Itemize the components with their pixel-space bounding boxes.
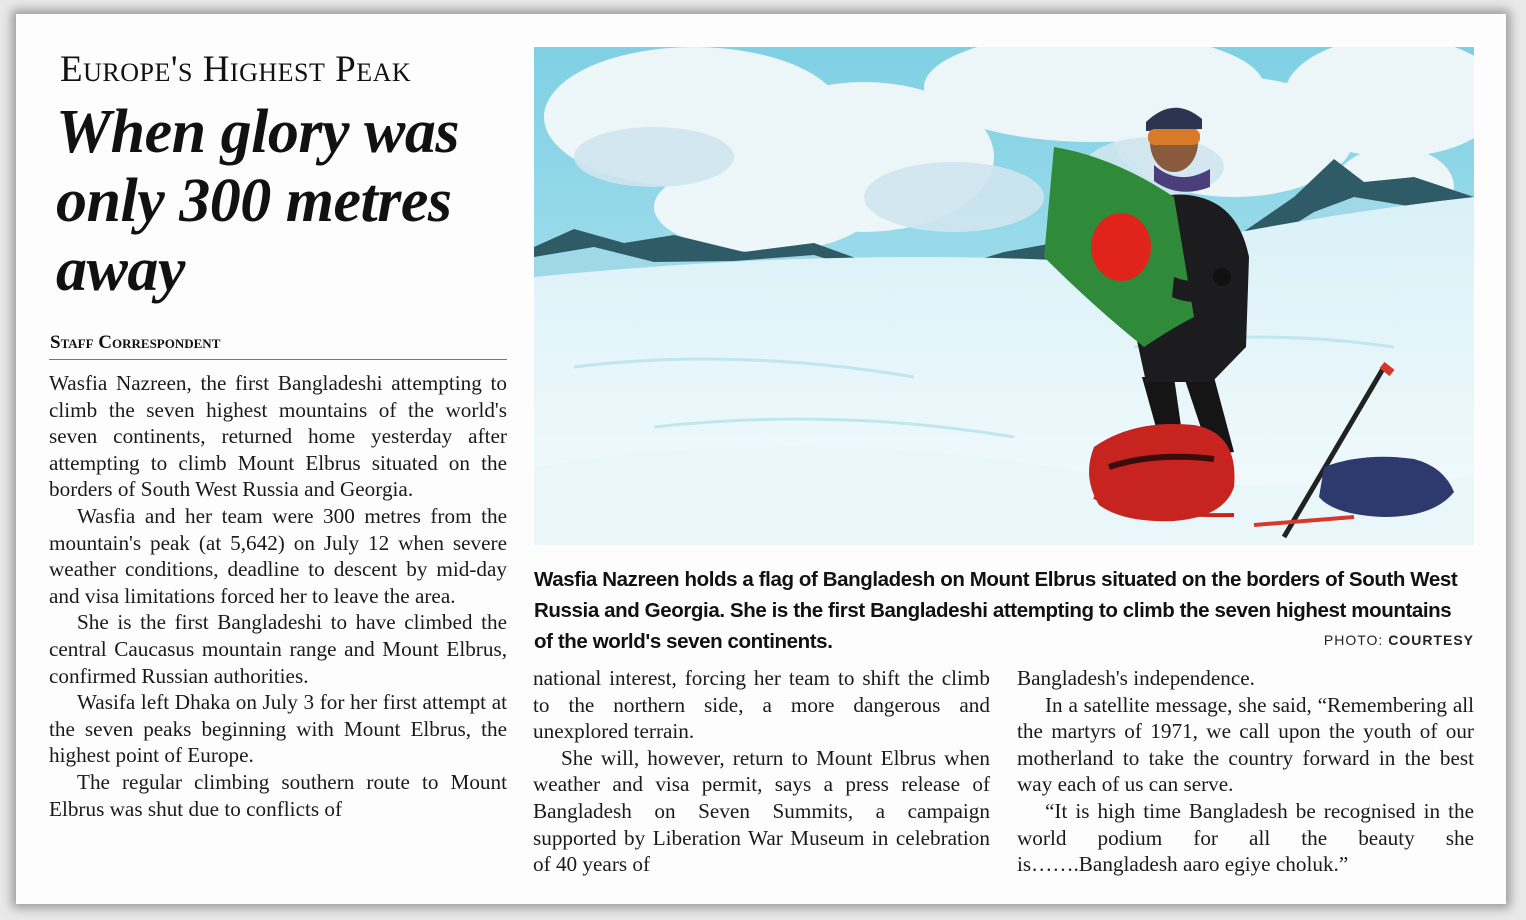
article-paragraph: She is the first Bangladeshi to have climbed the central Caucasus mountain range and Mount Elbrus, confirmed Russian authorities.	[49, 610, 507, 688]
article-kicker: Europe's Highest Peak	[60, 49, 412, 90]
article-paragraph: The regular climbing southern route to Mount Elbrus was shut due to conflicts of	[49, 769, 507, 821]
article-column-3	[1017, 665, 1474, 878]
byline-divider	[49, 359, 507, 360]
article-headline: When glory was only 300 metres away	[56, 98, 459, 304]
newspaper-clipping	[16, 14, 1506, 904]
article-paragraph: Bangladesh's independence.	[1017, 666, 1255, 690]
photo-credit-label: PHOTO:	[1323, 632, 1384, 648]
photo-caption: Wasfia Nazreen holds a flag of Bangladesh on Mount Elbrus situated on the borders of South West Russia and Georgia. She is the first Bangladeshi attempting to climb the seven highest mountains of the world's seven continents.	[534, 568, 1458, 653]
article-paragraph: Wasifa left Dhaka on July 3 for her first attempt at the seven peaks beginning with Mount Elbrus, the highest point of Europe.	[49, 690, 507, 768]
article-paragraph: national interest, forcing her team to shift the climb to the northern side, a more dangerous and unexplored terrain.	[533, 666, 990, 744]
article-photo	[534, 47, 1474, 545]
article-paragraph: She will, however, return to Mount Elbrus when weather and visa permit, says a press release of Bangladesh on Seven Summits, a campaign supported by Liberation War Museum in celebration of 40 years of	[533, 745, 990, 877]
article-paragraph: In a satellite message, she said, “Remembering all the martyrs of 1971, we call upon the youth of our motherland to take the country forward in the best way each of us can serve.	[1017, 692, 1474, 797]
article-column-1	[49, 370, 507, 822]
photo-credit	[1324, 632, 1474, 648]
photo-credit-value: COURTESY	[1388, 632, 1474, 648]
article-column-2	[533, 665, 990, 878]
article-byline: Staff Correspondent	[50, 332, 221, 353]
article-paragraph: “It is high time Bangladesh be recognised in the world podium for all the beauty she is…….Bangladesh aaro egiye choluk.”	[1017, 798, 1474, 877]
article-paragraph: Wasfia and her team were 300 metres from the mountain's peak (at 5,642) on July 12 when severe weather conditions, deadline to descent by mid-day and visa limitations forced her to leave the area.	[49, 503, 507, 608]
article-paragraph: Wasfia Nazreen, the first Bangladeshi attempting to climb the seven highest mountains of the world's seven continents, returned home yesterday after attempting to climb Mount Elbrus situated on the borders of South West Russia and Georgia.	[49, 371, 507, 502]
